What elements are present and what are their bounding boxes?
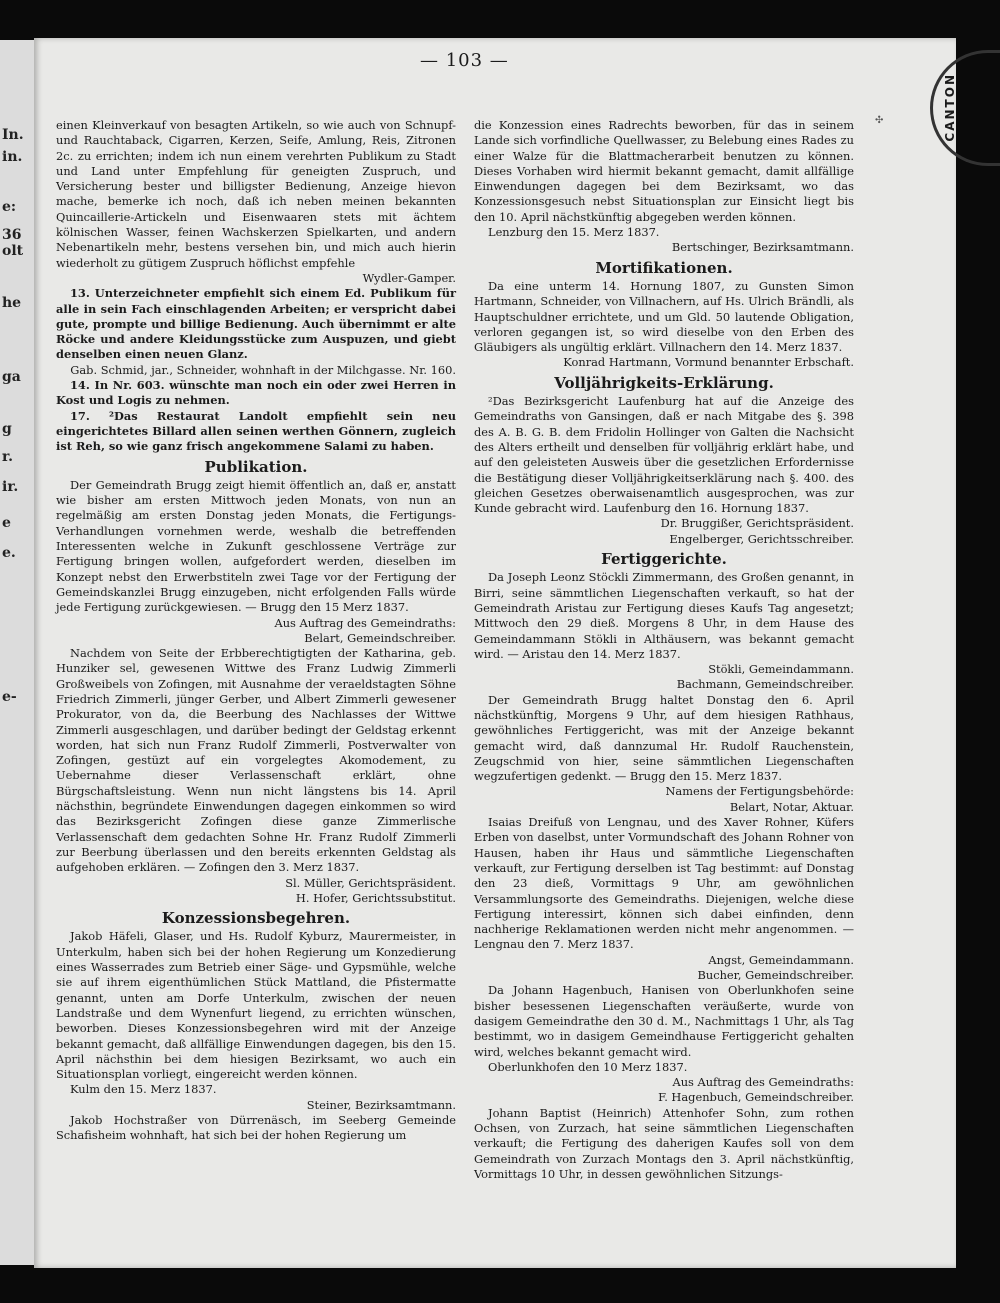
date-line: Oberlunkhofen den 10 Merz 1837. [488, 1059, 688, 1074]
article-paragraph: Johann Baptist (Heinrich) Attenhofer Sohn, zum rothen Ochsen, von Zurzach, hat seine sämmtlichen Liegenschaften verkauft; die Fertigung des daherigen Kaufes soll von dem Gemeindrath von Zurzach Montags den 3. April nächstkünftig, Vormittags 10 Uhr, in dessen gewöhnlichen Sitzungs- [474, 1105, 854, 1181]
prev-page-fragment: e [2, 515, 11, 531]
signature: Konrad Hartmann, Vormund benannter Erbschaft. [563, 355, 854, 370]
prev-page-fragment: ga [2, 369, 21, 385]
signature: Belart, Gemeindschreiber. [304, 630, 456, 645]
signature: Engelberger, Gerichtsschreiber. [669, 531, 854, 546]
article-paragraph: 14. In Nr. 603. wünschte man noch ein oder zwei Herren in Kost und Logis zu nehmen. [56, 378, 456, 408]
ink-smudge-icon: ✣ [875, 115, 884, 126]
page-number: — 103 — [420, 50, 509, 71]
section-heading: Volljährigkeits-Erklärung. [554, 373, 774, 392]
signature: Gab. Schmid, jar., Schneider, wohnhaft in der Milchgasse. Nr. 160. [70, 362, 456, 377]
signature: Wydler-Gamper. [362, 270, 456, 285]
signature: Aus Auftrag des Gemeindraths: [672, 1075, 854, 1090]
prev-page-fragment: he [2, 295, 22, 311]
signature: Bachmann, Gemeindschreiber. [676, 677, 854, 692]
article-paragraph: die Konzession eines Radrechts beworben, für das in seinem Lande sich vorfindliche Quellwasser, zu Belebung eines Rades zu einer Walze für die Blattmacherarbeit benutzen zu können. Dieses Vorhaben wird hiermit bekannt gemacht, damit allfällige Einwendungen dagegen bei dem Bezirksamt, wo das Konzessionsgesuch nebst Situationsplan zur Einsicht liegt bis den 10. April nächstkünftig abgegeben werden können. [474, 118, 854, 224]
prev-page-fragment: 36 [2, 227, 22, 243]
signature: H. Hofer, Gerichtssubstitut. [295, 890, 456, 905]
signature: Dr. Bruggißer, Gerichtspräsident. [660, 516, 854, 531]
article-paragraph: Da Joseph Leonz Stöckli Zimmermann, des Großen genannt, in Birri, seine sämmtlichen Liegenschaften verkauft, so hat der Gemeindrath Aristau zur Fertigung dieses Kaufs Tag angesetzt; Mittwoch den 29 dieß. Morgens 8 Uhr, in dem Hause des Gemeindammann Stökli in Althäusern, was bekannt gemacht wird. — Aristau den 14. Merz 1837. [474, 570, 854, 661]
date-line: Lenzburg den 15. Merz 1837. [488, 225, 660, 240]
article-paragraph: Da eine unterm 14. Hornung 1807, zu Gunsten Simon Hartmann, Schneider, von Villnachern, auf Hs. Ulrich Brändli, als Hauptschuldner errichtete, und um Gld. 50 lautende Obligation, verloren gegangen ist, so wird dieselbe von den Erben des Gläubigers als ungültig erklärt. Villnachern den 14. Merz 1837. [474, 278, 854, 355]
article-paragraph: Jakob Häfeli, Glaser, und Hs. Rudolf Kyburz, Maurermeister, in Unterkulm, haben sich bei der hohen Regierung um Konzedierung eines Wasserrades zum Betrieb einer Säge- und Gypsmühle, welche sie auf ihrem eigenthümlichen Stück Mattland, die Pfistermatte genannt, unten am Dorfe Unterkulm, zwischen der neuen Landstraße und dem Wynenfurt liegend, zu errichten wünschen, beworben. Dieses Konzessionsbegehren wird mit der Anzeige bekannt gemacht, daß allfällige Einwendungen dagegen, bis den 15. April nächsthin bei dem hiesigen Bezirksamt, wo auch ein Situationsplan vorliegt, eingereicht werden können. [56, 929, 456, 1082]
prev-page-fragment: olt [2, 243, 24, 259]
section-heading: Mortifikationen. [595, 258, 733, 277]
signature: F. Hagenbuch, Gemeindschreiber. [658, 1090, 854, 1105]
prev-page-fragment: ir. [2, 479, 19, 495]
signature: Angst, Gemeindammann. [708, 952, 854, 967]
article-paragraph: Isaias Dreifuß von Lengnau, und des Xaver Rohner, Küfers Erben von daselbst, unter Vormundschaft des Johann Rohner von Hausen, haben ihr Haus und sämmtliche Liegenschaften verkauft, zur Fertigung derselben ist Tag bestimmt: auf Donstag den 23 dieß, Vormittags 9 Uhr, am gewöhnlichen Versammlungsorte des Gemeindraths. Diejenigen, welche diese Fertigung interessirt, können sich dabei einfinden, denn nachherige Reklamationen werden nicht mehr angenommen. — Lengnau den 7. Merz 1837. [474, 815, 854, 952]
date-line: Kulm den 15. Merz 1837. [70, 1082, 217, 1097]
article-paragraph: einen Kleinverkauf von besagten Artikeln, so wie auch von Schnupf- und Rauchtaback, Cigarren, Kerzen, Seife, Amlung, Reis, Zitronen 2c. zu errichten; indem ich nun einem verehrten Publikum zu Stadt und Land unter Empfehlung für geneigten Zuspruch, und Versicherung bester und billigster Bedienung, Anzeige hievon mache, bemerke ich noch, daß ich neben meinen bekannten Quincaillerie-Artickeln und Eisenwaaren stets mit ächtem kölnischen Wasser, feinen Wachskerzen Spielkarten, und andern Nebenartikeln mehr, bestens versehen bin, und mich auch hierin wiederholt zu gütigem Zuspruch höflichst empfehle [56, 118, 456, 270]
signature: Stökli, Gemeindammann. [708, 662, 854, 677]
article-paragraph: 13. Unterzeichneter empfiehlt sich einem Ed. Publikum für alle in sein Fach einschlagenden Arbeiten; er verspricht dabei gute, prompte und billige Bedienung. Auch übernimmt er alte Röcke und andere Kleidungsstücke zum Auspuzen, und giebt denselben einen neuen Glanz. [56, 286, 456, 362]
article-paragraph: Jakob Hochstraßer von Dürrenäsch, im Seeberg Gemeinde Schafisheim wohnhaft, hat sich bei der hohen Regierung um [56, 1113, 456, 1143]
article-paragraph: Da Johann Hagenbuch, Hanisen von Oberlunkhofen seine bisher besessenen Liegenschaften veräußerte, wurde von dasigem Gemeindrathe den 30 d. M., Nachmittags 1 Uhr, als Tag bestimmt, wo in dasigem Gemeindhause Fertiggericht gehalten wird, welches bekannt gemacht wird. [474, 983, 854, 1059]
left-column [56, 118, 456, 1144]
prev-page-fragment: e: [2, 199, 17, 215]
prev-page-fragment: e. [2, 545, 16, 561]
signature: Aus Auftrag des Gemeindraths: [274, 615, 456, 630]
signature: Namens der Fertigungsbehörde: [665, 784, 854, 799]
signature: Sl. Müller, Gerichtspräsident. [285, 875, 456, 890]
prev-page-fragment: r. [2, 449, 13, 465]
signature: Steiner, Bezirksamtmann. [306, 1097, 456, 1112]
signature: Bertschinger, Bezirksamtmann. [671, 240, 854, 255]
section-heading: Konzessionsbegehren. [161, 909, 351, 928]
prev-page-fragment: In. [2, 127, 24, 143]
stamp-text: CANTON [943, 73, 957, 142]
article-paragraph: Nachdem von Seite der Erbberechtigtigten der Katharina, geb. Hunziker sel, gewesenen Wittwe des Franz Ludwig Zimmerli Großweibels von Zofingen, mit Ausnahme der veraeldstagten Söhne Friedrich Zimmerli, jünger Gerber, und Albert Zimmerli gewesener Prokurator, von da, die Beerbung des Nachlasses der Wittwe Zimmerli ausgeschlagen, und darüber bedingt der Geldstag erkennt worden, hat sich nun Franz Rudolf Zimmerli, Postverwalter von Zofingen, gestüzt auf ein vorgelegtes Akomodement, zu Uebernahme dieser Verlassenschaft erklärt, ohne Bürgschaftsleistung. Wenn nun nicht längstens bis 14. April nächsthin, begründete Einwendungen dagegen einkommen so wird das Bezirksgericht Zofingen diese ganze Zimmerlische Verlassenschaft dem gedachten Sohne Hr. Franz Rudolf Zimmerli zur Beerbung überlassen und den bereits erkennten Geldstag als aufgehoben erklären. — Zofingen den 3. Merz 1837. [56, 646, 456, 875]
right-column [474, 118, 854, 1182]
article-paragraph: Der Gemeindrath Brugg haltet Donstag den 6. April nächstkünftig, Morgens 9 Uhr, auf dem hiesigen Rathhaus, gewöhnliches Fertiggericht, was mit der Anzeige bekannt gemacht wird, daß dannzumal Hr. Rudolf Rauchenstein, Zeugschmid von hier, seine sämmtlichen Liegenschaften wegzufertigen gedenkt. — Brugg den 15. Merz 1837. [474, 692, 854, 784]
article-paragraph: ²Das Bezirksgericht Laufenburg hat auf die Anzeige des Gemeindraths von Gansingen, daß er nach Mitgabe des §. 398 des A. B. G. B. dem Fridolin Hollinger von Galten die Nachsicht des Alters ertheilt und denselben für volljährig erklärt habe, und auf den geleisteten Ausweis über die gesetzlichen Erfordernisse die Bestätigung dieser Volljährigkeitserklärung nach §. 400. des gleichen Gesetzes oberwaisenamtlich ausgesprochen, was zur Kunde gebracht wird. Laufenburg den 16. Hornung 1837. [474, 394, 854, 516]
article-paragraph: Der Gemeindrath Brugg zeigt hiemit öffentlich an, daß er, anstatt wie bisher am ersten Mittwoch jeden Monats, von nun an regelmäßig am ersten Donstag jeden Monats, die Fertigungs-Verhandlungen vornehmen werde, weshalb die betreffenden Interessenten welche in Zukunft geschlossene Verträge zur Fertigung bringen wollen, aufgefordert werden, dieselben im Konzept nebst den Erwerbstiteln zwei Tage vor der Fertigung der Gemeindskanzlei Brugg einzugeben, nicht erfolgenden Falls würde jede Fertigung zurückgewiesen. — Brugg den 15 Merz 1837. [56, 477, 456, 615]
section-heading: Publikation. [204, 457, 308, 476]
prev-page-fragment: e- [2, 689, 17, 705]
section-heading: Fertiggerichte. [601, 550, 727, 569]
prev-page-fragment: in. [2, 149, 23, 165]
article-paragraph: 17. ²Das Restaurat Landolt empfiehlt sein neu eingerichtetes Billard allen seinen werthen Gönnern, zugleich ist Reh, so wie ganz frisch angekommene Salami zu haben. [56, 408, 456, 454]
signature: Belart, Notar, Aktuar. [729, 799, 854, 814]
signature: Bucher, Gemeindschreiber. [697, 968, 854, 983]
prev-page-fragment: g [2, 421, 12, 437]
